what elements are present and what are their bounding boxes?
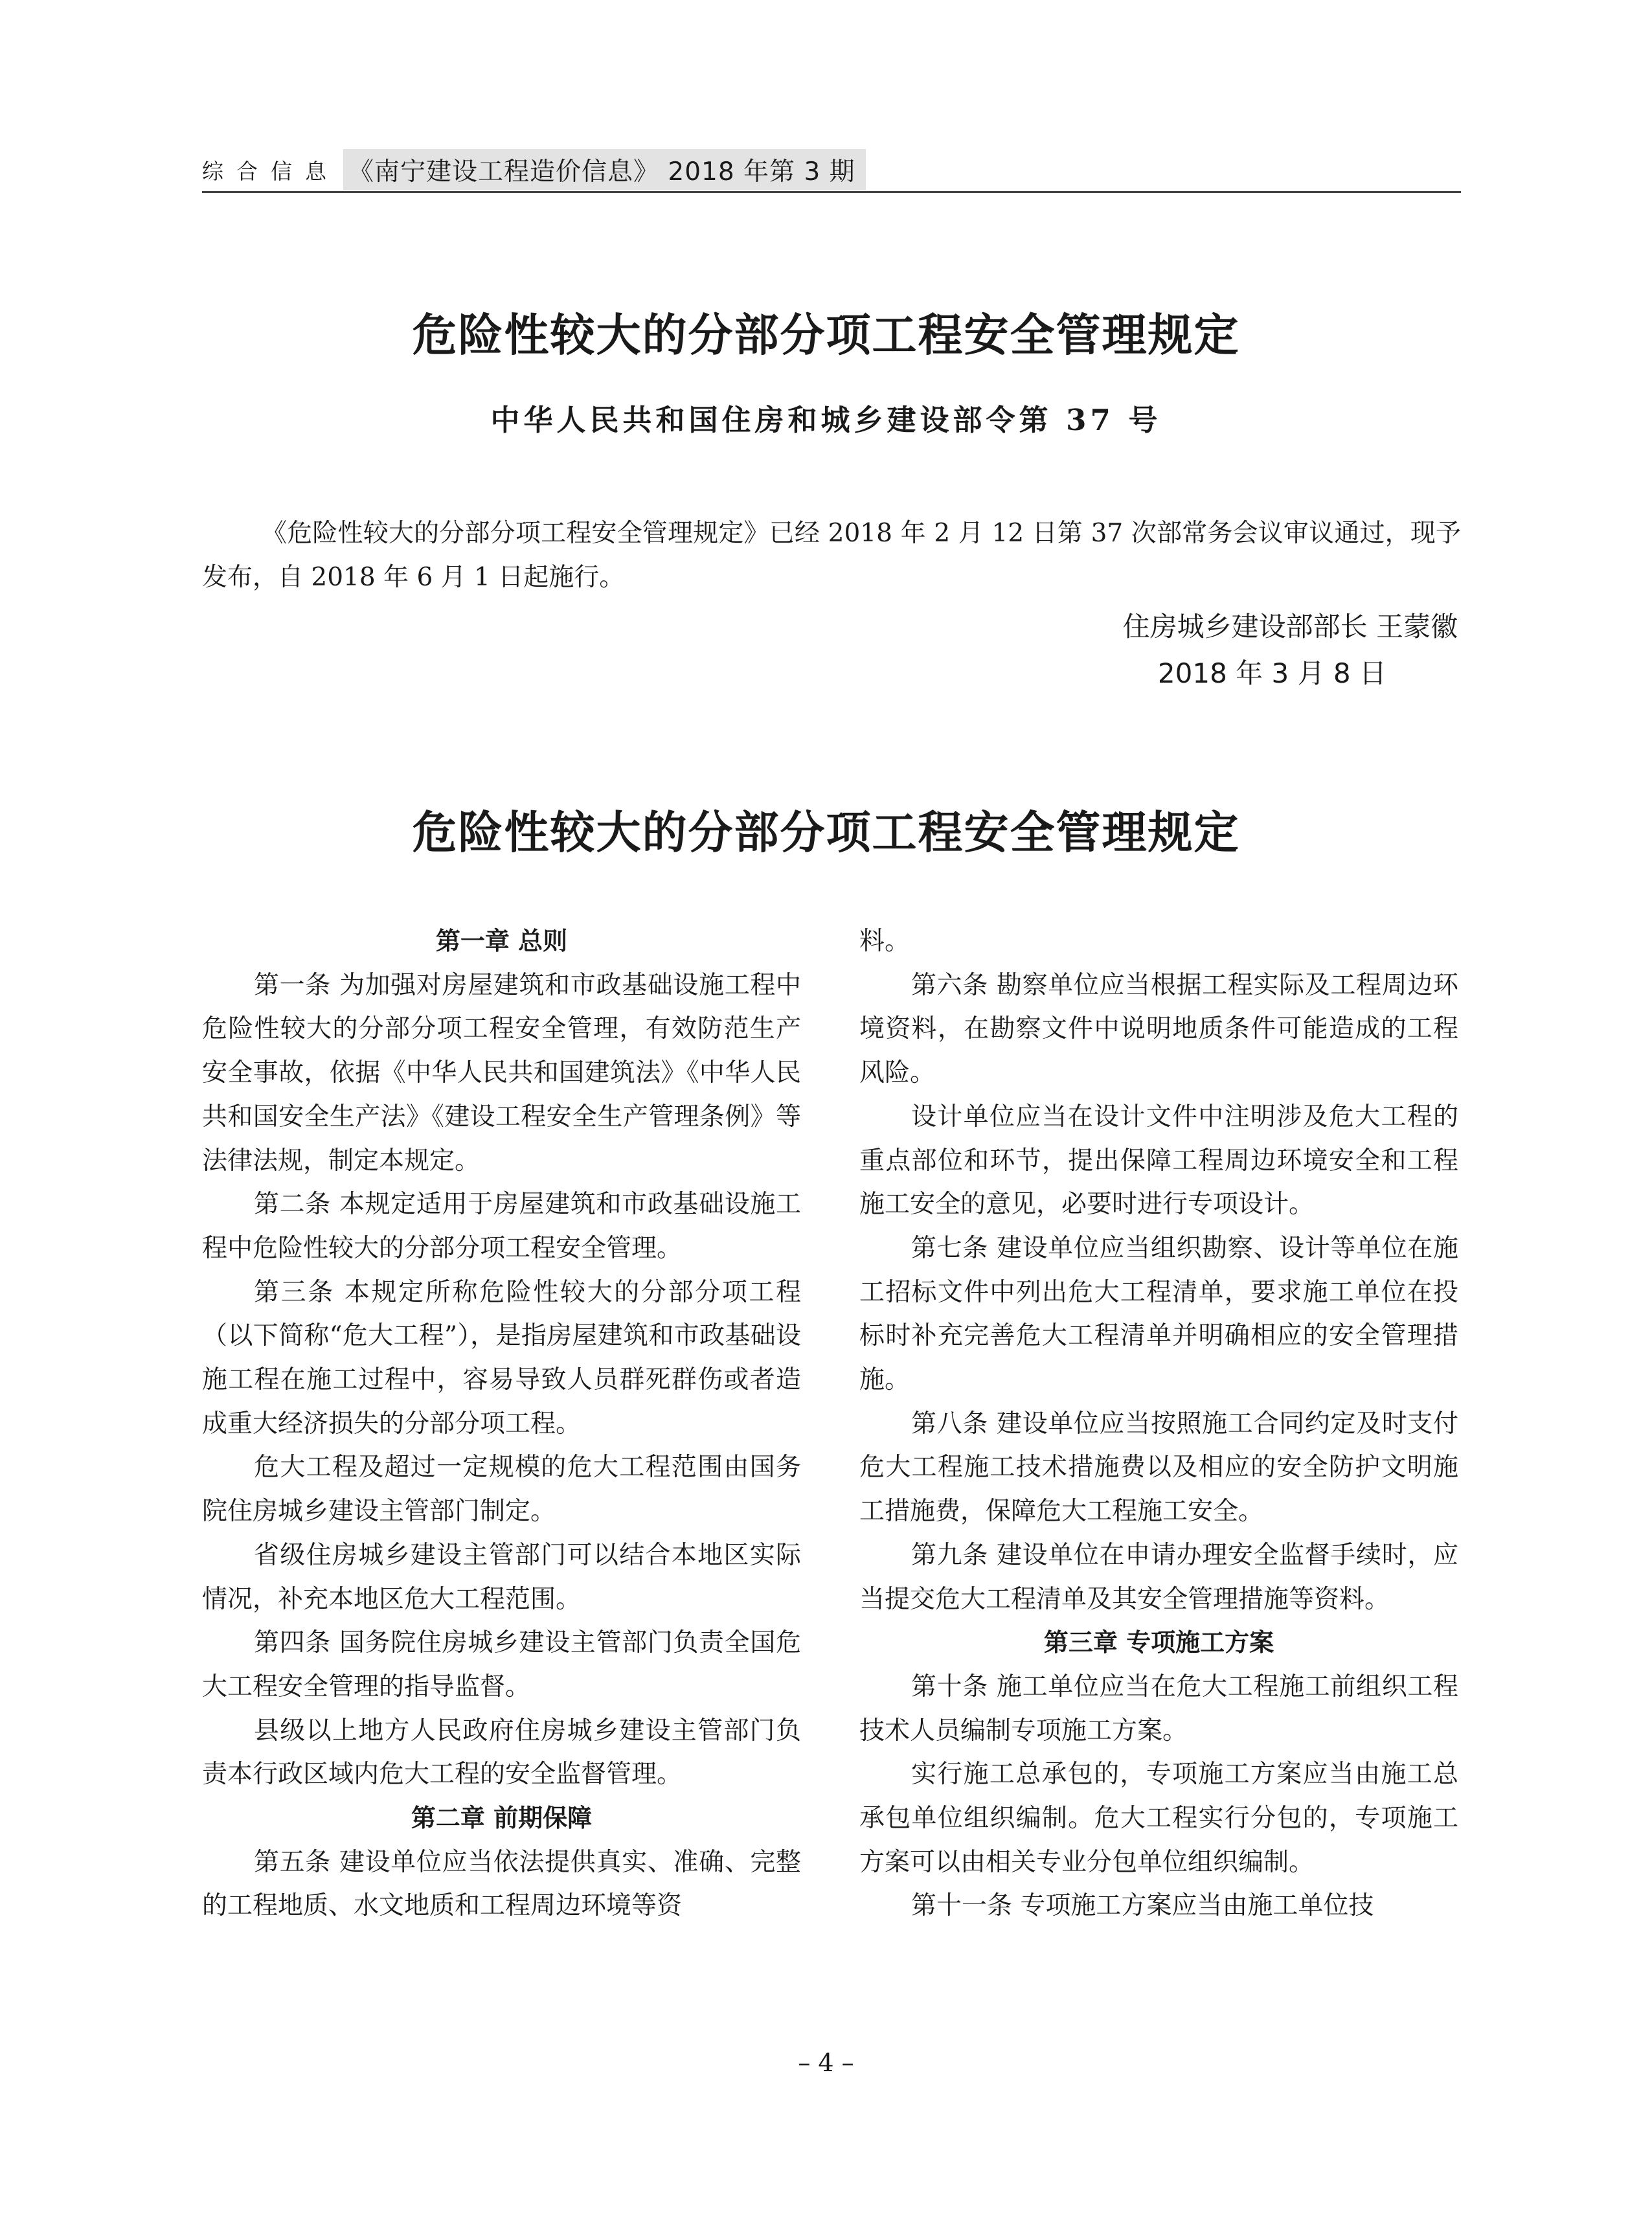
continued-text: 料。 <box>859 927 911 956</box>
left-column <box>202 920 801 1928</box>
signature-name: 住房城乡建设部部长 王蒙徽 <box>1122 611 1458 642</box>
page-header <box>202 150 866 189</box>
right-column <box>859 920 1458 1928</box>
chapter-heading: 第一章 总则 <box>435 927 568 955</box>
signature-date: 2018 年 3 月 8 日 <box>1157 657 1386 689</box>
header-publication: 《南宁建设工程造价信息》 2018 年第 3 期 <box>343 149 866 190</box>
decree-subtitle: 中华人民共和国住房和城乡建设部令第 37 号 <box>490 403 1162 437</box>
intro-paragraph: 《危险性较大的分部分项工程安全管理规定》已经 2018 年 2 月 12 日第 37 次部常务会议审议通过，现予发布，自 2018 年 6 月 1 日起施行。 <box>202 519 1461 592</box>
header-category: 综合信息 <box>202 158 339 184</box>
article-paragraph: 危大工程及超过一定规模的危大工程范围由国务院住房城乡建设主管部门制定。 <box>202 1453 801 1527</box>
article-paragraph: 省级住房城乡建设主管部门可以结合本地区实际情况，补充本地区危大工程范围。 <box>202 1540 801 1614</box>
article-paragraph: 县级以上地方人民政府住房城乡建设主管部门负责本行政区域内危大工程的安全监督管理。 <box>202 1716 801 1789</box>
article-paragraph: 第十一条 专项施工方案应当由施工单位技 <box>911 1891 1374 1921</box>
chapter-heading: 第二章 前期保障 <box>411 1804 593 1833</box>
article-paragraph: 第九条 建设单位在申请办理安全监督手续时，应当提交危大工程清单及其安全管理措施等资料。 <box>859 1540 1458 1614</box>
chapter-heading: 第三章 专项施工方案 <box>1043 1628 1274 1657</box>
article-paragraph: 第十条 施工单位应当在危大工程施工前组织工程技术人员编制专项施工方案。 <box>859 1672 1458 1745</box>
page-title: 危险性较大的分部分项工程安全管理规定 <box>412 309 1240 361</box>
header-rule <box>202 191 1461 193</box>
article-paragraph: 实行施工总承包的，专项施工方案应当由施工总承包单位组织编制。危大工程实行分包的，专项施工方案可以由相关专业分包单位组织编制。 <box>859 1760 1458 1877</box>
article-paragraph: 第六条 勘察单位应当根据工程实际及工程周边环境资料，在勘察文件中说明地质条件可能造成的工程风险。 <box>859 970 1458 1088</box>
article-paragraph: 设计单位应当在设计文件中注明涉及危大工程的重点部位和环节，提出保障工程周边环境安全和工程施工安全的意见，必要时进行专项设计。 <box>859 1102 1458 1220</box>
article-paragraph: 第三条 本规定所称危险性较大的分部分项工程（以下简称“危大工程”），是指房屋建筑和市政基础设施工程在施工过程中，容易导致人员群死群伤或者造成重大经济损失的分部分项工程。 <box>202 1277 801 1438</box>
article-paragraph: 第一条 为加强对房屋建筑和市政基础设施工程中危险性较大的分部分项工程安全管理，有效防范生产安全事故，依据《中华人民共和国建筑法》《中华人民共和国安全生产法》《建设工程安全生产管理条例》等法律法规，制定本规定。 <box>202 970 801 1175</box>
article-paragraph: 第八条 建设单位应当按照施工合同约定及时支付危大工程施工技术措施费以及相应的安全防护文明施工措施费，保障危大工程施工安全。 <box>859 1409 1458 1527</box>
regulation-title: 危险性较大的分部分项工程安全管理规定 <box>412 806 1240 859</box>
article-paragraph: 第七条 建设单位应当组织勘察、设计等单位在施工招标文件中列出危大工程清单，要求施工单位在投标时补充完善危大工程清单并明确相应的安全管理措施。 <box>859 1233 1458 1395</box>
article-paragraph: 第五条 建设单位应当依法提供真实、准确、完整的工程地质、水文地质和工程周边环境等资 <box>202 1847 801 1921</box>
article-paragraph: 第二条 本规定适用于房屋建筑和市政基础设施工程中危险性较大的分部分项工程安全管理。 <box>202 1190 801 1263</box>
page-number: – 4 – <box>798 2049 854 2077</box>
article-paragraph: 第四条 国务院住房城乡建设主管部门负责全国危大工程安全管理的指导监督。 <box>202 1628 801 1701</box>
